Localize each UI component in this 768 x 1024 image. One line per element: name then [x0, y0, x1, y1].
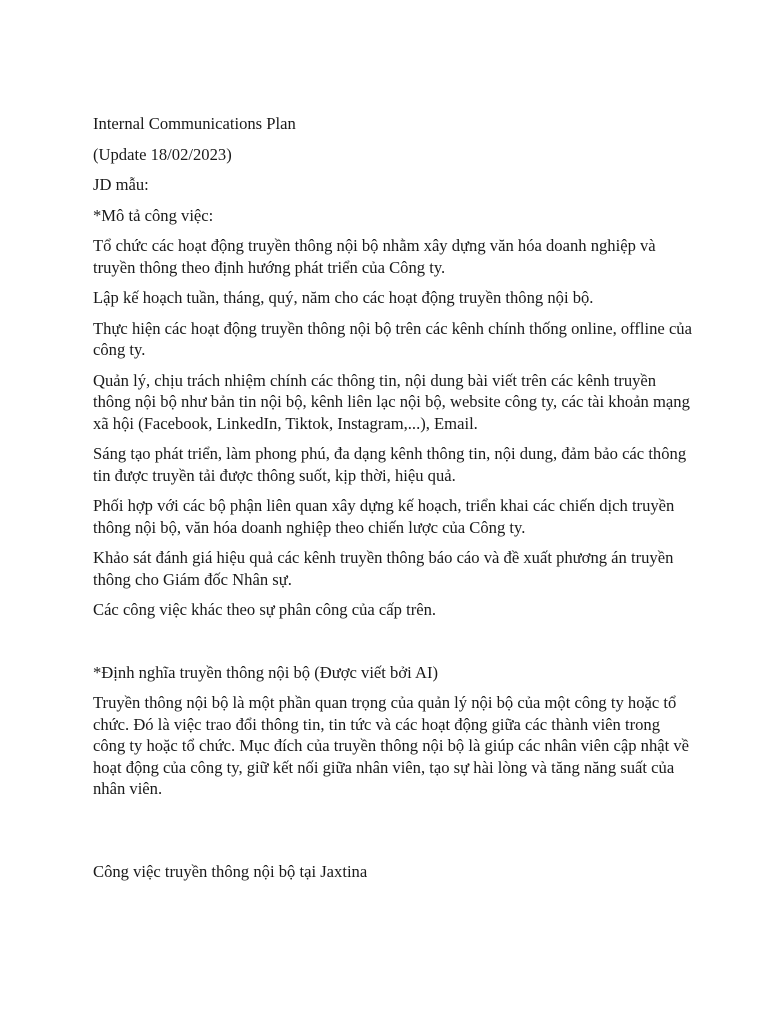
document-update-date: (Update 18/02/2023) [93, 144, 232, 164]
job-description-item: Lập kế hoạch tuần, tháng, quý, năm cho các hoạt động truyền thông nội bộ. [93, 288, 594, 307]
job-description-item: Sáng tạo phát triển, làm phong phú, đa dạng kênh thông tin, nội dung, đảm bảo các thông tin được truyền tải được thông suốt, kịp thời, hiệu quả. [93, 444, 687, 485]
job-description-item: Tổ chức các hoạt động truyền thông nội bộ nhằm xây dựng văn hóa doanh nghiệp và truyền thông theo định hướng phát triển của Công ty. [93, 236, 656, 277]
document-page [93, 113, 693, 891]
job-description-item: Quản lý, chịu trách nhiệm chính các thông tin, nội dung bài viết trên các kênh truyền thông nội bộ như bản tin nội bộ, kênh liên lạc nội bộ, website công ty, các tài khoản mạng xã hội (Facebook, LinkedIn, Tiktok, Instagram,...), Email. [93, 370, 690, 433]
section-spacer [93, 809, 693, 861]
document-title: Internal Communications Plan [93, 114, 296, 133]
job-description-item: Thực hiện các hoạt động truyền thông nội bộ trên các kênh chính thống online, offline của công ty. [93, 318, 692, 359]
jd-label: JD mẫu: [93, 175, 149, 194]
job-description-item: Khảo sát đánh giá hiệu quả các kênh truyền thông báo cáo và đề xuất phương án truyền thông cho Giám đốc Nhân sự. [93, 548, 674, 589]
job-description-heading: *Mô tả công việc: [93, 205, 214, 225]
job-description-item: Phối hợp với các bộ phận liên quan xây dựng kế hoạch, triển khai các chiến dịch truyền thông nội bộ, văn hóa doanh nghiệp theo chiến lược của Công ty. [93, 496, 675, 537]
closing-heading: Công việc truyền thông nội bộ tại Jaxtina [93, 861, 368, 881]
definition-heading: *Định nghĩa truyền thông nội bộ (Được viết bởi AI) [93, 662, 439, 682]
job-description-item: Các công việc khác theo sự phân công của cấp trên. [93, 600, 437, 619]
definition-paragraph: Truyền thông nội bộ là một phần quan trọng của quản lý nội bộ của một công ty hoặc tổ chức. Đó là việc trao đổi thông tin, tin tức và các hoạt động giữa các thành viên trong công ty hoặc tổ chức. Mục đích của truyền thông nội bộ là giúp các nhân viên cập nhật về hoạt động của công ty, giữ kết nối giữa nhân viên, tạo sự hài lòng và tăng năng suất của nhân viên. [93, 693, 690, 798]
section-spacer [93, 630, 693, 662]
